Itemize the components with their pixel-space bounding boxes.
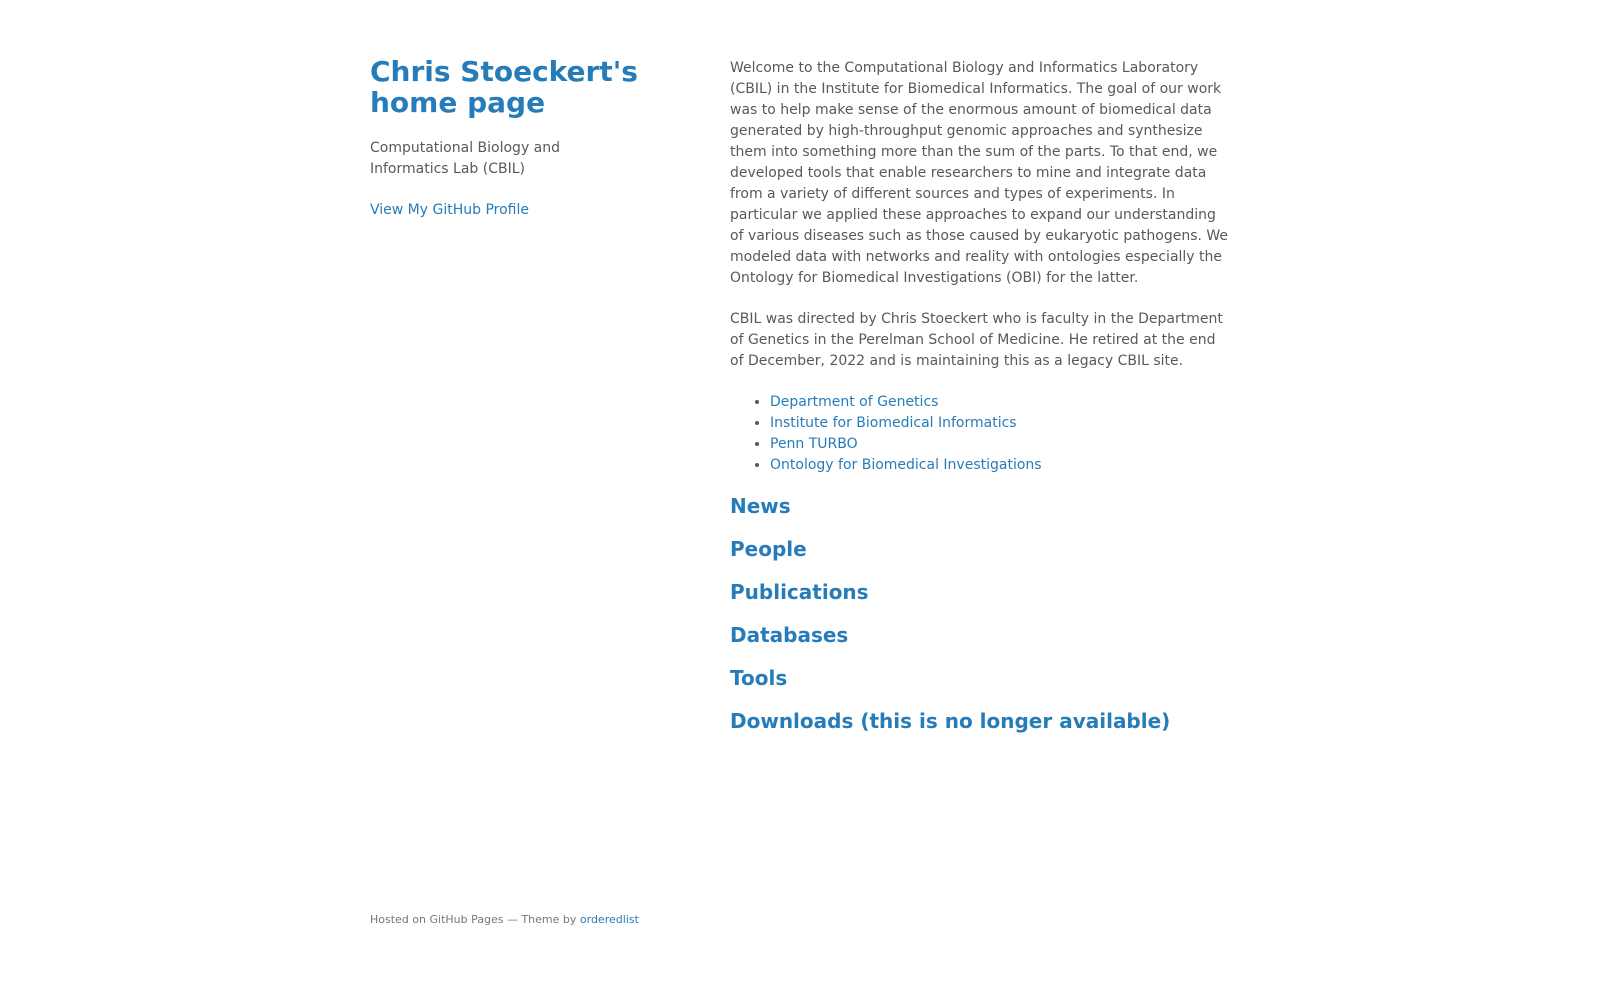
section-databases[interactable]	[730, 625, 1230, 646]
theme-link[interactable]: orderedlist	[579, 913, 639, 926]
link-department-of-genetics[interactable]: Department of Genetics	[770, 394, 939, 410]
intro-paragraph: Welcome to the Computational Biology and Informatics Laboratory (CBIL) in the Institute for Biomedical Informatics. The goal of our work was to help make sense of the enormous amount of biomedical data generated by high-throughput genomic approaches and synthesize them into something more than the sum of the parts. To that end, we developed tools that enable researchers to mine and integrate data from a variety of different sources and types of experiments. In particular we applied these approaches to expand our understanding of various diseases such as those caused by eukaryotic pathogens. We modeled data with networks and reality with ontologies especially the Ontology for Biomedical Investigations (OBI) for the latter.	[730, 60, 1229, 286]
home-link[interactable]: Chris Stoeckert's home page	[370, 55, 638, 119]
section-publications[interactable]	[730, 582, 1230, 603]
profile-link-container	[370, 200, 650, 221]
databases-link[interactable]: Databases	[730, 623, 849, 647]
site-tagline: Computational Biology and Informatics Lab (CBIL)	[370, 140, 561, 177]
link-obi[interactable]: Ontology for Biomedical Investigations	[770, 457, 1042, 473]
publications-link[interactable]: Publications	[730, 580, 869, 604]
page-footer	[370, 912, 639, 928]
news-link[interactable]: News	[730, 494, 791, 518]
sidebar-header	[370, 56, 650, 221]
list-item	[770, 392, 1230, 413]
director-paragraph: CBIL was directed by Chris Stoeckert who is faculty in the Department of Genetics in the Perelman School of Medicine. He retired at the end of December, 2022 and is maintaining this as a legacy CBIL site.	[730, 311, 1223, 369]
section-downloads[interactable]	[730, 711, 1230, 732]
page-title[interactable]	[370, 56, 640, 118]
section-news[interactable]	[730, 496, 1230, 517]
related-links-list	[730, 392, 1230, 476]
link-institute-biomedical-informatics[interactable]: Institute for Biomedical Informatics	[770, 415, 1017, 431]
link-penn-turbo[interactable]: Penn TURBO	[770, 436, 858, 452]
tools-link[interactable]: Tools	[730, 666, 788, 690]
footer-hosted-text: Hosted on GitHub Pages — Theme by	[370, 913, 580, 926]
people-link[interactable]: People	[730, 537, 807, 561]
main-content	[730, 58, 1230, 754]
list-item	[770, 434, 1230, 455]
section-people[interactable]	[730, 539, 1230, 560]
list-item	[770, 413, 1230, 434]
downloads-link[interactable]: Downloads (this is no longer available)	[730, 709, 1171, 733]
section-tools[interactable]	[730, 668, 1230, 689]
list-item	[770, 455, 1230, 476]
github-profile-link[interactable]: View My GitHub Profile	[370, 202, 529, 218]
